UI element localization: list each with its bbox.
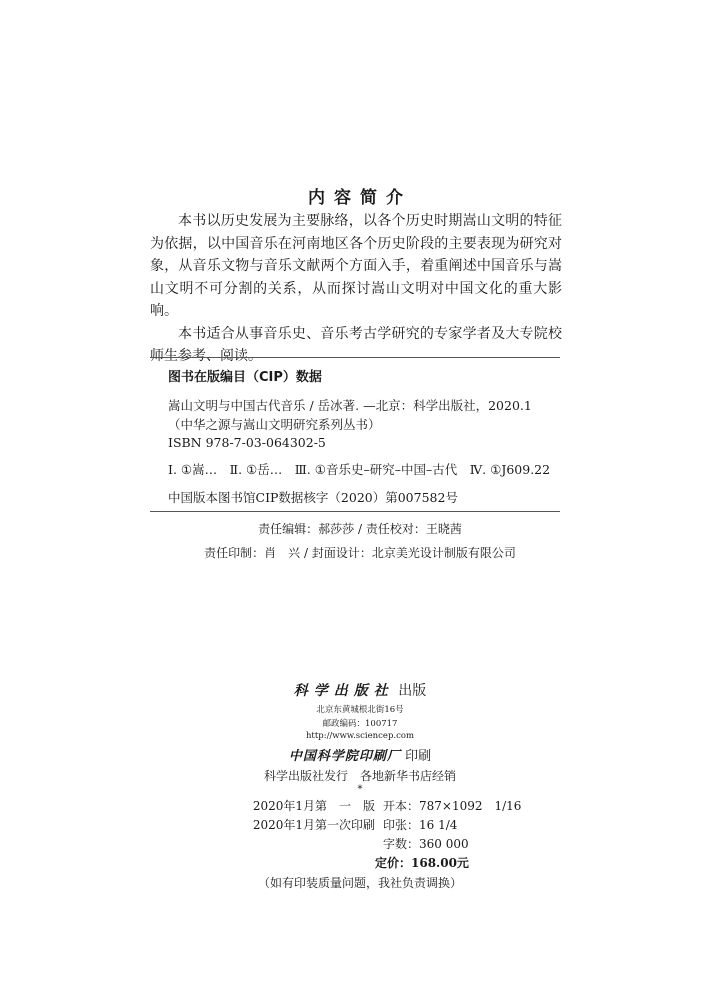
edition-label: 2020年1月第 一 版 bbox=[252, 799, 375, 813]
printer-line bbox=[0, 745, 720, 764]
printing-value: 印张：16 1/4 bbox=[383, 818, 458, 832]
quality-notice: （如有印装质量问题，我社负责调换） bbox=[257, 876, 462, 890]
publisher-suffix: 出版 bbox=[398, 683, 427, 699]
printing-label: 2020年1月第一次印刷 bbox=[252, 818, 375, 832]
edition-value: 开本：787×1092 1/16 bbox=[383, 799, 522, 813]
publisher-address: 北京东黄城根北街16号 bbox=[316, 705, 404, 715]
word-count: 字数：360 000 bbox=[383, 837, 469, 851]
summary-body bbox=[150, 210, 562, 368]
distribution-line: 科学出版社发行 各地新华书店经销 bbox=[263, 769, 456, 783]
publisher-postcode: 邮政编码：100717 bbox=[322, 719, 398, 729]
cip-series-line: （中华之源与嵩山文明研究系列丛书） bbox=[168, 417, 381, 432]
cip-classification: Ⅰ. ①嵩… Ⅱ. ①岳… Ⅲ. ①音乐史–研究–中国–古代 Ⅳ. ①J609.22 bbox=[168, 462, 551, 477]
publisher-url: http://www.sciencep.com bbox=[305, 731, 415, 741]
cip-top-divider bbox=[150, 357, 560, 358]
publisher-line bbox=[0, 680, 720, 700]
cip-isbn: ISBN 978-7-03-064302-5 bbox=[168, 435, 326, 450]
summary-paragraph-1: 本书以历史发展为主要脉络，以各个历史时期嵩山文明的特征为依据，以中国音乐在河南地区各个历史阶段的主要表现为研究对象，从音乐文物与音乐文献两个方面入手，着重阐述中国音乐与嵩山文明不可分割的关系，从而探讨嵩山文明对中国文化的重大影响。 bbox=[150, 213, 562, 319]
separator-star: * bbox=[357, 784, 363, 795]
price: 定价：168.00元 bbox=[375, 856, 469, 870]
publisher-logo: 科学出版社 bbox=[293, 683, 394, 699]
credits-editor-line: 责任编辑：郝莎莎 / 责任校对：王晓茜 bbox=[258, 522, 462, 536]
cip-number: 中国版本图书馆CIP数据核字（2020）第007582号 bbox=[168, 490, 458, 505]
cip-heading: 图书在版编目（CIP）数据 bbox=[168, 370, 322, 385]
cip-bottom-divider bbox=[150, 511, 560, 512]
printer-logo: 中国科学院印刷厂 bbox=[288, 749, 401, 764]
credits-print-line: 责任印制：肖 兴 / 封面设计：北京美光设计制版有限公司 bbox=[204, 546, 516, 560]
summary-title: 内容简介 bbox=[308, 188, 412, 208]
cip-title-line: 嵩山文明与中国古代音乐 / 岳冰著. —北京：科学出版社，2020.1 bbox=[168, 398, 532, 413]
summary-paragraph-2: 本书适合从事音乐史、音乐考古学研究的专家学者及大专院校师生参考、阅读。 bbox=[150, 325, 562, 364]
printer-suffix: 印刷 bbox=[405, 749, 432, 764]
